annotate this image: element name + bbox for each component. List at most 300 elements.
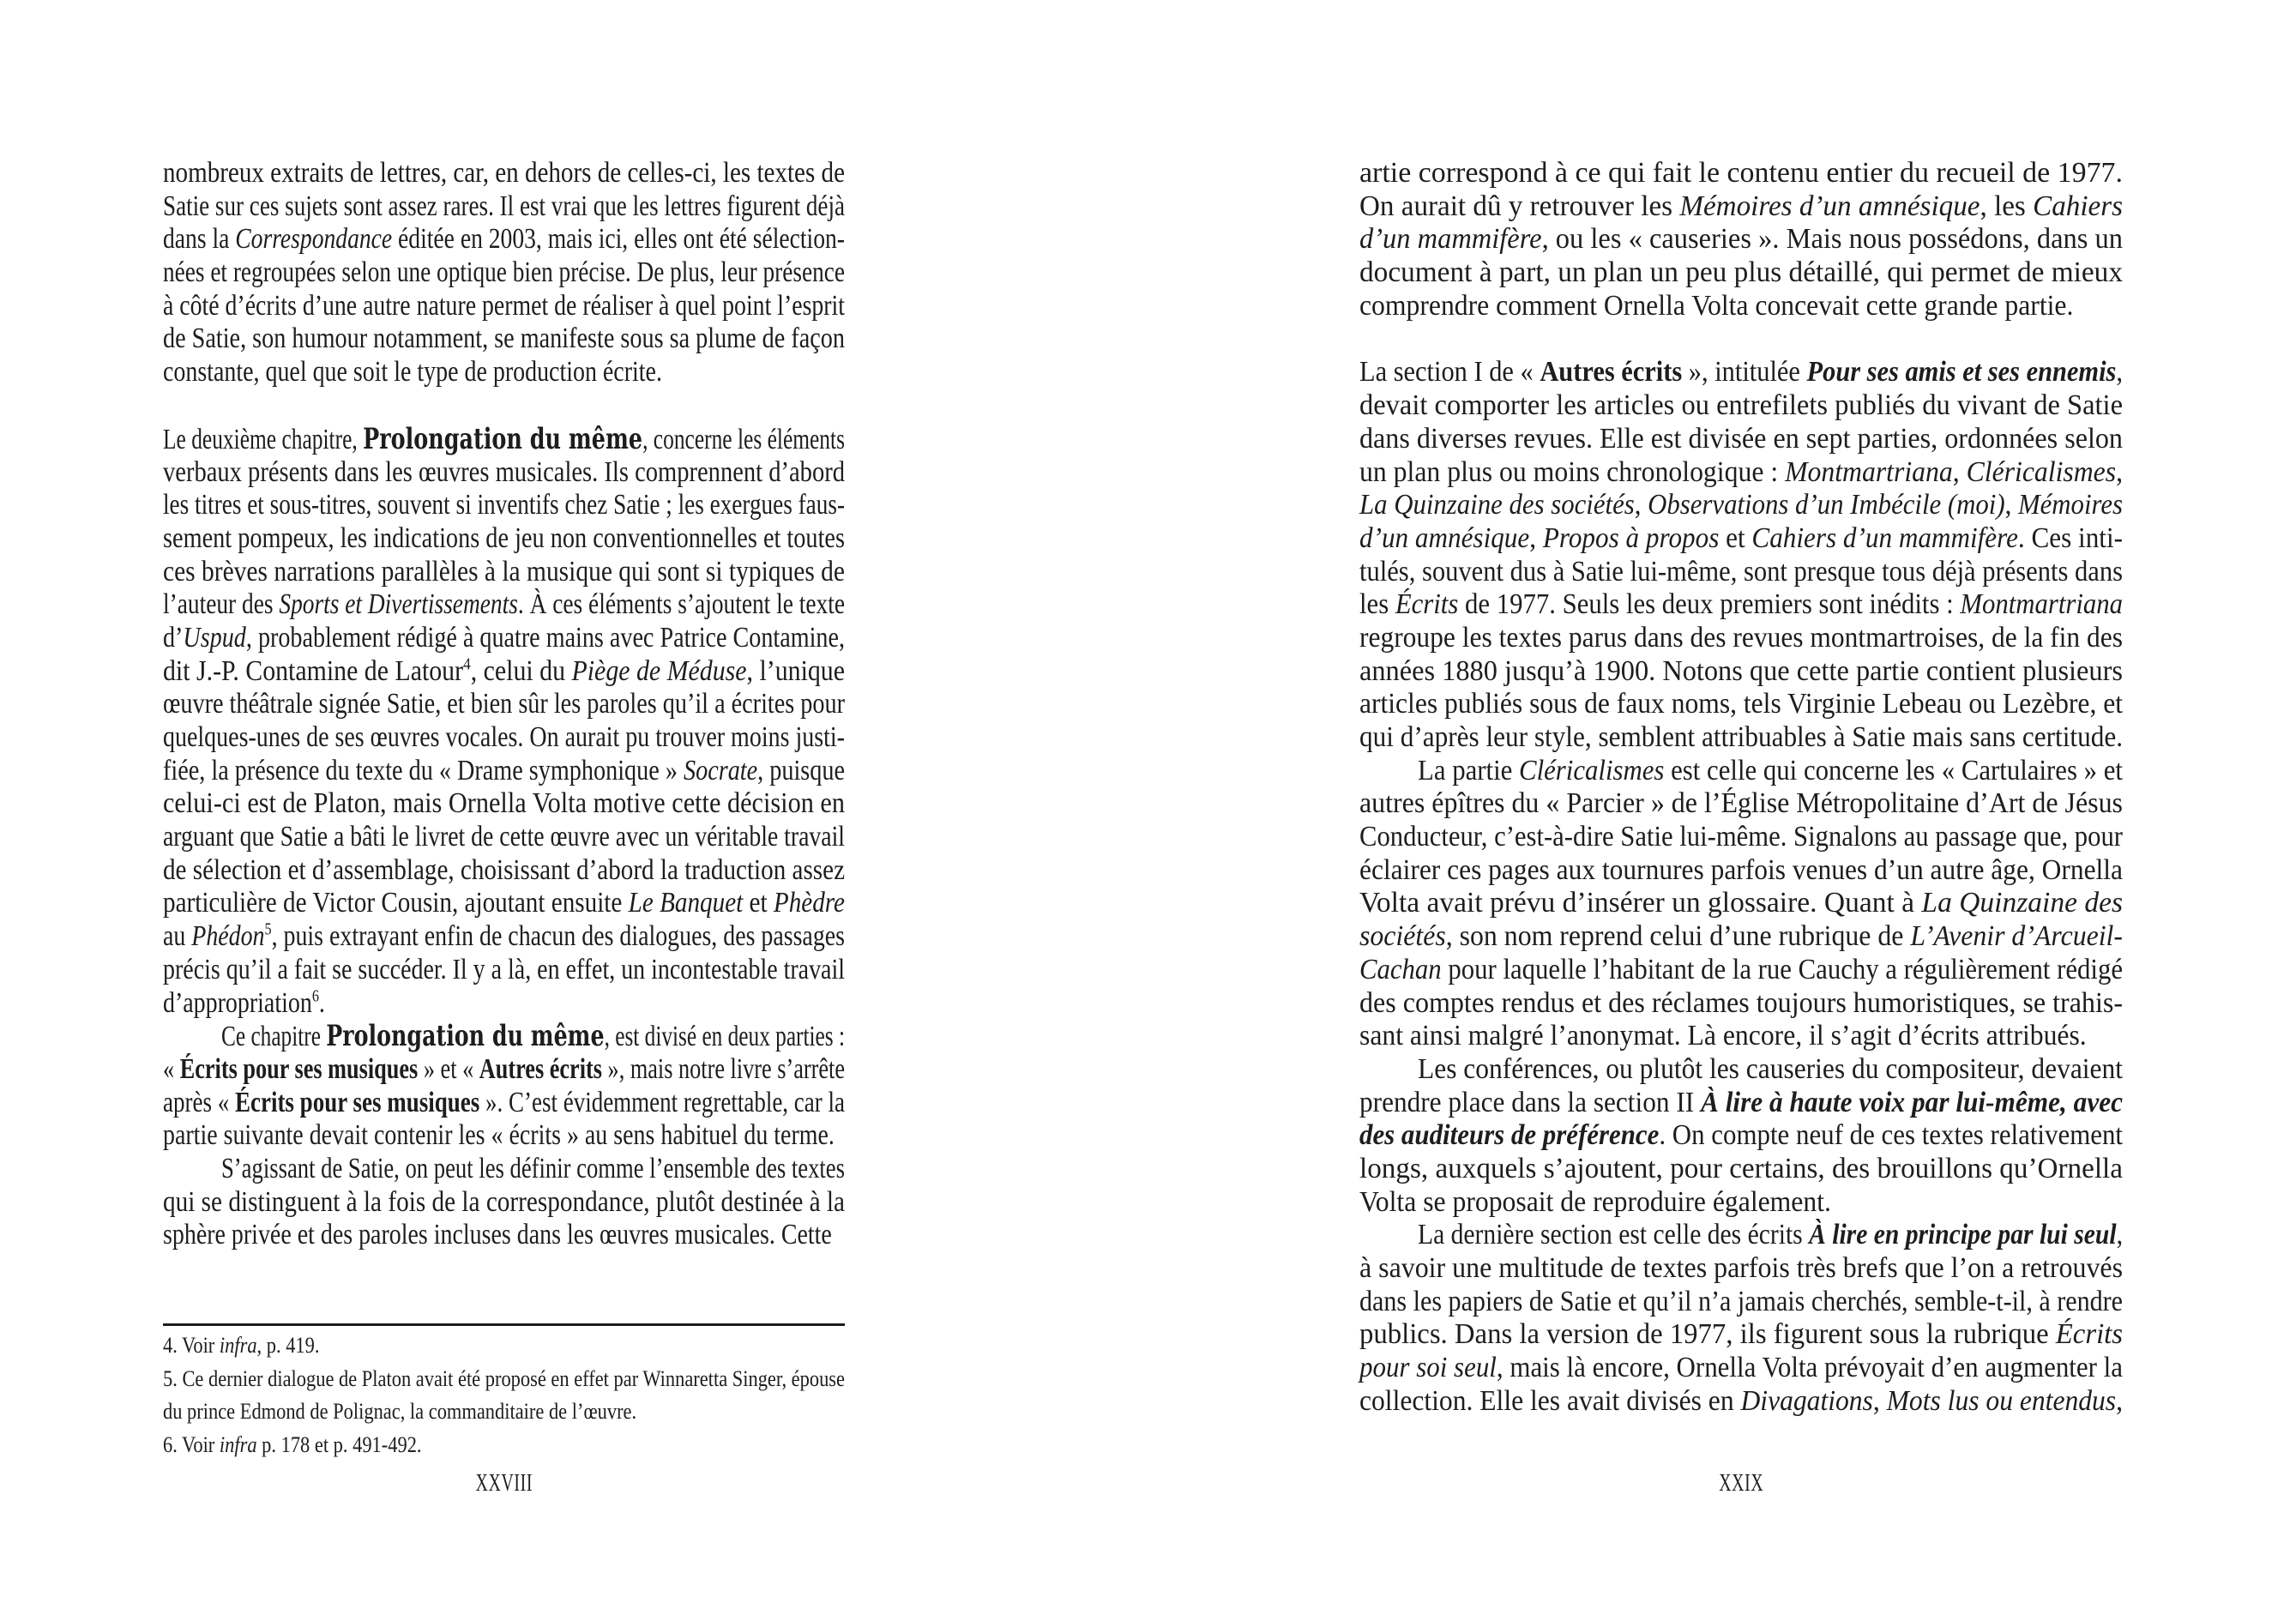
text-segment: années 1880 jusqu’à 1900. Notons que cette partie contient plusieurs — [1359, 654, 2123, 687]
text-segment: Propos à propos — [1542, 521, 1720, 554]
text-line — [163, 821, 845, 854]
text-segment: particulière de Victor Cousin, ajoutant ensuite — [163, 887, 629, 919]
line-content — [163, 1087, 845, 1120]
text-line — [1359, 1286, 2123, 1319]
text-segment: , — [2116, 1384, 2123, 1417]
paragraph — [163, 1020, 845, 1153]
text-segment: qui se distinguent à la fois de la correspondance, plutôt destinée à la — [163, 1185, 845, 1218]
text-segment: tulés, souvent dus à Satie lui-même, sont presque tous déjà présents dans — [1359, 555, 2123, 588]
text-segment: Volta avait prévu d’insérer un glossaire. Quant à — [1359, 887, 1922, 919]
text-line — [163, 423, 845, 456]
text-segment: Écrits pour ses musiques — [234, 1086, 480, 1118]
line-content — [1359, 1318, 2123, 1352]
text-segment: à côté d’écrits d’une autre nature permet de réaliser à quel point l’esprit — [163, 289, 845, 322]
text-line — [163, 1399, 845, 1432]
line-content — [163, 556, 845, 589]
text-segment: infra — [219, 1432, 257, 1458]
text-segment: La section I de « — [1359, 356, 1540, 389]
text-segment: » et « — [418, 1052, 479, 1085]
line-content — [163, 954, 845, 987]
text-line — [1359, 1087, 2123, 1120]
text-segment: Cachan — [1359, 953, 1442, 985]
text-segment: , ou les « causeries ». Mais nous possédons, dans un — [1541, 223, 2123, 256]
text-segment: partie suivante devait contenir les « écrits » au sens habituel du terme. — [163, 1119, 835, 1152]
text-line — [163, 954, 845, 987]
line-content — [163, 887, 845, 920]
line-content — [1359, 190, 2123, 224]
text-segment: La dernière section est celle des écrits — [1418, 1219, 1810, 1251]
text-segment: La Quinzaine des — [1921, 887, 2123, 919]
text-segment: , mais là encore, Ornella Volta prévoyait d’en augmenter la — [1496, 1352, 2123, 1384]
text-segment: des comptes rendus et des réclames toujours humoristiques, se trahis- — [1359, 986, 2123, 1019]
text-segment: sement pompeux, les indications de jeu non conventionnelles et toutes — [163, 521, 845, 554]
line-content — [163, 1399, 636, 1425]
text-line — [1359, 1186, 2123, 1220]
text-segment: Autres écrits — [479, 1052, 602, 1085]
line-content — [163, 821, 845, 854]
text-segment: , — [1872, 1384, 1887, 1417]
text-segment: dit J.-P. Contamine de Latour — [163, 654, 464, 687]
text-segment: , puis extrayant enfin de chacun des dialogues, des passages — [271, 920, 845, 953]
text-segment: Mémoires — [2017, 489, 2123, 521]
line-content — [163, 721, 845, 755]
text-segment: La Quinzaine des sociétés — [1359, 489, 1635, 521]
footnote-separator — [163, 1323, 845, 1326]
text-line — [1359, 456, 2123, 490]
text-segment: , — [2116, 356, 2123, 389]
page-number-right-value: XXIX — [1718, 1469, 1764, 1497]
line-content — [163, 157, 845, 190]
text-segment: de Satie, son humour notamment, se manifeste sous sa plume de façon — [163, 322, 845, 355]
text-line — [163, 1333, 845, 1366]
line-content — [1359, 290, 2073, 323]
text-segment: Prolongation du même — [326, 1019, 605, 1054]
text-line — [1359, 688, 2123, 721]
line-content — [163, 1333, 319, 1359]
line-content — [1359, 1385, 2123, 1419]
line-content — [163, 322, 845, 356]
text-segment: , p. 419. — [256, 1333, 320, 1358]
text-segment: Les conférences, ou plutôt les causeries du compositeur, devaient — [1418, 1052, 2123, 1085]
text-segment: , — [1529, 521, 1543, 554]
text-line — [1359, 655, 2123, 689]
text-segment: . — [318, 986, 325, 1019]
text-line — [163, 522, 845, 556]
text-line — [163, 1186, 845, 1220]
text-segment: Pour ses amis et ses ennemis — [1806, 356, 2117, 389]
text-segment: comprendre comment Ornella Volta concevait cette grande partie. — [1359, 289, 2074, 322]
text-line — [163, 489, 845, 522]
text-segment: Le Banquet — [628, 887, 744, 919]
text-segment: de 1977. Seuls les deux premiers sont inédits : — [1458, 588, 1961, 621]
page-number-left-value: XXVIII — [475, 1469, 533, 1497]
line-content — [163, 522, 845, 556]
text-segment: sociétés — [1359, 920, 1446, 953]
left-page-text-column — [163, 157, 845, 1252]
text-line — [163, 1053, 845, 1087]
text-line — [1359, 787, 2123, 821]
text-line — [163, 588, 845, 622]
line-content — [1359, 1252, 2123, 1286]
text-line — [163, 256, 845, 290]
line-content — [221, 1153, 845, 1186]
text-segment: prendre place dans la section II — [1359, 1086, 1701, 1118]
text-line — [1359, 588, 2123, 622]
line-content — [1359, 522, 2123, 556]
right-page-text-column — [1359, 157, 2123, 1418]
line-content — [1359, 356, 2123, 389]
line-content — [1359, 256, 2123, 290]
text-segment: À lire à haute voix par lui-même, avec — [1700, 1086, 2123, 1118]
line-content — [1418, 755, 2123, 788]
text-segment: au — [163, 920, 192, 953]
text-segment: précis qu’il a fait se succéder. Il y a là, en effet, un incontestable travail — [163, 953, 845, 985]
footnote-reference: 6 — [311, 986, 319, 1006]
text-segment: Cléricalismes — [1966, 455, 2117, 488]
text-line — [1359, 1352, 2123, 1385]
line-content — [1359, 954, 2123, 987]
text-segment: pour laquelle l’habitant de la rue Cauchy a régulièrement rédigé — [1441, 953, 2123, 985]
text-segment: des auditeurs de préférence — [1359, 1119, 1660, 1152]
line-content — [163, 1219, 832, 1252]
line-content — [1359, 1286, 2123, 1319]
text-segment: Autres écrits — [1540, 356, 1683, 389]
paragraph — [163, 157, 845, 389]
text-segment: celui-ci est de Platon, mais Ornella Volta motive cette décision en — [163, 787, 845, 820]
text-segment: autres épîtres du « Parcier » de l’Église Métropolitaine d’Art de Jésus — [1359, 787, 2123, 820]
text-line — [1359, 157, 2123, 190]
text-segment: Le deuxième chapitre, — [163, 423, 364, 455]
line-content — [1359, 223, 2123, 256]
text-segment: , celui du — [470, 654, 572, 687]
text-segment: éditée en 2003, mais ici, elles ont été sélection- — [392, 223, 845, 256]
text-segment: Socrate — [683, 754, 758, 786]
text-segment: . À ces éléments s’ajoutent le texte — [517, 588, 845, 621]
line-content — [1359, 854, 2123, 888]
text-line — [1359, 423, 2123, 456]
text-segment: Phèdre — [773, 887, 845, 919]
text-segment: quelques-unes de ses œuvres vocales. On aurait pu trouver moins justi- — [163, 721, 845, 753]
text-segment: , — [2116, 1219, 2123, 1251]
text-segment: d’appropriation — [163, 986, 312, 1019]
text-segment: sant ainsi malgré l’anonymat. Là encore, il s’agit d’écrits attribués. — [1359, 1020, 2087, 1052]
text-segment: , l’unique — [746, 654, 845, 687]
line-content — [163, 256, 845, 290]
text-segment: infra — [219, 1333, 257, 1358]
text-line — [1359, 1153, 2123, 1186]
text-line — [163, 622, 845, 655]
text-segment: Écrits — [2055, 1318, 2123, 1351]
text-segment: les titres et sous-titres, souvent si inventifs chez Satie ; les exergues faus- — [163, 489, 845, 521]
text-line — [1359, 223, 2123, 256]
text-line — [163, 223, 845, 256]
text-segment: Mémoires d’un amnésique — [1679, 190, 1980, 222]
text-line — [163, 887, 845, 920]
line-content — [1359, 887, 2123, 920]
text-segment: Écrits — [1395, 588, 1459, 621]
text-segment: 4. Voir — [163, 1333, 220, 1358]
text-line — [163, 322, 845, 356]
line-content — [163, 356, 662, 389]
line-content — [163, 290, 845, 323]
text-segment: artie correspond à ce qui fait le contenu entier du recueil de 1977. — [1359, 157, 2123, 189]
text-segment: verbaux présents dans les œuvres musicales. Ils comprennent d’abord — [163, 455, 845, 488]
text-segment: constante, quel que soit le type de production écrite. — [163, 356, 662, 389]
text-segment: d’un mammifère — [1359, 223, 1542, 256]
line-content — [163, 190, 845, 224]
line-content — [1359, 456, 2123, 490]
text-line — [1359, 854, 2123, 888]
text-segment: Conducteur, c’est-à-dire Satie lui-même. Signalons au passage que, pour — [1359, 821, 2123, 853]
text-segment: dans les papiers de Satie et qu’il n’a jamais cherchés, semble-t-il, à rendre — [1359, 1285, 2123, 1317]
text-line — [163, 755, 845, 788]
text-line — [1359, 1219, 2123, 1252]
text-line — [1359, 954, 2123, 987]
line-content — [1359, 987, 2123, 1021]
line-content — [1359, 821, 2123, 854]
line-content — [221, 1020, 845, 1054]
text-segment: Uspud — [183, 621, 246, 654]
text-segment: Écrits pour ses musiques — [179, 1052, 419, 1085]
line-content — [163, 688, 845, 721]
text-segment: , est divisé en deux parties : — [604, 1021, 845, 1053]
text-line — [1359, 821, 2123, 854]
line-content — [1359, 1186, 1831, 1220]
text-line — [1359, 622, 2123, 655]
text-segment: œuvre théâtrale signée Satie, et bien sûr les paroles qu’il a écrites pour — [163, 688, 845, 720]
line-content — [163, 987, 325, 1021]
text-segment: nées et regroupées selon une optique bien précise. De plus, leur présence — [163, 256, 845, 289]
paragraph — [1359, 356, 2123, 754]
line-content — [1359, 1087, 2123, 1120]
line-content — [163, 489, 845, 522]
text-segment: , puisque — [757, 754, 845, 786]
line-content — [163, 223, 845, 256]
line-content — [163, 1366, 845, 1392]
text-segment: à savoir une multitude de textes parfois très brefs que l’on a retrouvés — [1359, 1252, 2123, 1284]
text-segment: Ce chapitre — [221, 1021, 327, 1053]
text-segment: après « — [163, 1086, 235, 1118]
line-content — [163, 1432, 422, 1458]
text-line — [163, 556, 845, 589]
text-line — [1359, 256, 2123, 290]
line-content — [163, 655, 845, 689]
line-content — [1359, 423, 2123, 456]
text-line — [163, 1219, 845, 1252]
text-segment: devait comporter les articles ou entrefilets publiés du vivant de Satie — [1359, 389, 2123, 422]
text-line — [163, 1153, 845, 1186]
text-segment: et — [743, 887, 774, 919]
text-line — [1359, 755, 2123, 788]
text-segment: ». C’est évidemment regrettable, car la — [479, 1086, 845, 1118]
line-content — [1359, 688, 2123, 721]
text-line — [1359, 1119, 2123, 1153]
line-content — [1359, 1153, 2123, 1186]
text-line — [163, 987, 845, 1021]
text-line — [1359, 522, 2123, 556]
text-segment: Cahiers d’un mammifère — [1751, 521, 2018, 554]
paragraph — [1359, 157, 2123, 322]
page-number-right — [1359, 1469, 2123, 1497]
line-content — [1359, 787, 2123, 821]
text-line — [1359, 389, 2123, 423]
text-segment: les — [1359, 588, 1395, 621]
text-line — [1359, 1318, 2123, 1352]
text-segment: ces brèves narrations parallèles à la musique qui sont si typiques de — [163, 555, 845, 588]
line-content — [1359, 1352, 2123, 1385]
paragraph — [163, 1153, 845, 1252]
line-content — [1359, 920, 2123, 954]
text-line — [163, 1087, 845, 1120]
text-line — [163, 356, 845, 389]
line-content — [163, 854, 845, 888]
text-segment: Mots lus ou entendus — [1886, 1384, 2117, 1417]
text-line — [163, 1020, 845, 1053]
text-segment: un plan plus ou moins chronologique : — [1359, 455, 1786, 488]
text-segment: Montmartriana — [1785, 455, 1953, 488]
text-line — [163, 721, 845, 755]
footnote-reference: 5 — [264, 919, 272, 939]
line-content — [163, 423, 845, 457]
text-segment: S’agissant de Satie, on peut les définir comme l’ensemble des textes — [221, 1152, 845, 1184]
text-segment: dans la — [163, 223, 236, 256]
paragraph — [163, 1366, 845, 1432]
text-segment: Phédon — [191, 920, 265, 953]
text-segment: Volta se proposait de reproduire également. — [1359, 1185, 1831, 1218]
text-segment: document à part, un plan un peu plus détaillé, qui permet de mieux — [1359, 256, 2123, 289]
line-content — [163, 622, 845, 655]
text-segment: », mais notre livre s’arrête — [601, 1052, 845, 1085]
paragraph — [163, 1432, 845, 1466]
text-segment: de sélection et d’assemblage, choisissant d’abord la traduction assez — [163, 853, 845, 886]
paragraph — [1359, 755, 2123, 1053]
text-segment: d’ — [163, 621, 184, 654]
text-segment: . On compte neuf de ces textes relativement — [1659, 1119, 2123, 1152]
paragraph — [163, 1333, 845, 1366]
line-content — [1359, 622, 2123, 655]
text-segment: », intitulée — [1682, 356, 1807, 389]
text-segment: Piège de Méduse — [571, 654, 747, 687]
paragraph — [1359, 1219, 2123, 1418]
text-line — [163, 1119, 845, 1153]
line-content — [163, 1053, 845, 1087]
text-segment: arguant que Satie a bâti le livret de cette œuvre avec un véritable travail — [163, 821, 845, 853]
text-segment: À lire en principe par lui seul — [1809, 1219, 2117, 1251]
text-line — [1359, 190, 2123, 224]
text-segment: Satie sur ces sujets sont assez rares. Il est vrai que les lettres figurent déjà — [163, 190, 845, 222]
text-line — [163, 190, 845, 224]
left-page-footnotes — [163, 1323, 845, 1466]
text-segment: Prolongation du même — [363, 421, 643, 456]
line-content — [163, 588, 845, 622]
text-line — [1359, 1020, 2123, 1053]
text-segment: éclairer ces pages aux tournures parfois venues d’un autre âge, Ornella — [1359, 853, 2123, 886]
text-segment: « — [163, 1052, 180, 1085]
text-segment: Cléricalismes — [1519, 754, 1665, 786]
text-line — [163, 655, 845, 689]
line-content — [163, 1186, 845, 1220]
line-content — [1418, 1219, 2123, 1252]
line-content — [1359, 721, 2123, 755]
text-line — [163, 1366, 845, 1400]
text-line — [1359, 489, 2123, 522]
text-segment: , — [1634, 489, 1648, 521]
text-segment: Sports et Divertissements — [279, 588, 518, 621]
text-segment: d’un amnésique — [1359, 521, 1530, 554]
line-content — [1359, 655, 2123, 689]
line-content — [1359, 1020, 2087, 1053]
text-line — [163, 1432, 845, 1466]
text-line — [1359, 356, 2123, 389]
line-content — [1359, 157, 2123, 190]
text-segment: longs, auxquels s’ajoutent, pour certains, des brouillons qu’Ornella — [1359, 1152, 2123, 1184]
text-segment: , probablement rédigé à quatre mains avec Patrice Contamine, — [245, 621, 845, 654]
text-segment: Cahiers — [2033, 190, 2123, 222]
text-segment: , les — [1980, 190, 2034, 222]
line-content — [1359, 389, 2123, 423]
text-line — [163, 688, 845, 721]
line-content — [163, 755, 845, 788]
text-segment: Montmartriana — [1960, 588, 2123, 621]
text-segment: qui d’après leur style, semblent attribuables à Satie mais sans certitude. — [1359, 721, 2123, 753]
text-line — [163, 854, 845, 888]
line-content — [163, 456, 845, 490]
paragraph — [1359, 1053, 2123, 1219]
text-line — [1359, 987, 2123, 1021]
line-content — [1418, 1053, 2123, 1087]
text-segment: sphère privée et des paroles incluses dans les œuvres musicales. Cette — [163, 1219, 832, 1251]
text-segment: est celle qui concerne les « Cartulaires » et — [1664, 754, 2123, 786]
text-segment: dans diverses revues. Elle est divisée en sept parties, ordonnées selon — [1359, 422, 2123, 455]
line-content — [163, 920, 845, 954]
line-content — [163, 787, 845, 821]
line-content — [1359, 556, 2123, 589]
text-line — [1359, 556, 2123, 589]
text-segment: , — [1952, 455, 1967, 488]
text-segment: pour soi seul — [1359, 1352, 1497, 1384]
text-segment: articles publiés sous de faux noms, tels Virginie Lebeau ou Lezèbre, et — [1359, 688, 2123, 720]
text-segment: 6. Voir — [163, 1432, 220, 1458]
text-line — [1359, 1053, 2123, 1087]
text-line — [163, 157, 845, 190]
text-segment: L’Avenir d’Arcueil- — [1910, 920, 2123, 953]
text-line — [1359, 920, 2123, 954]
text-segment: On aurait dû y retrouver les — [1359, 190, 1680, 222]
text-line — [163, 456, 845, 490]
text-segment: Divagations — [1740, 1384, 1873, 1417]
text-segment: et — [1719, 521, 1752, 554]
text-line — [1359, 887, 2123, 920]
footnote-reference: 4 — [463, 654, 471, 674]
paragraph — [163, 423, 845, 1020]
page-number-left — [163, 1469, 845, 1497]
text-segment: nombreux extraits de lettres, car, en dehors de celles-ci, les textes de — [163, 157, 845, 189]
text-segment: p. 178 et p. 491-492. — [256, 1432, 422, 1458]
text-segment: regroupe les textes parus dans des revues montmartroises, de la fin des — [1359, 621, 2123, 654]
text-segment: , — [2116, 455, 2123, 488]
text-segment: La partie — [1418, 754, 1520, 786]
text-segment: l’auteur des — [163, 588, 280, 621]
text-line — [163, 787, 845, 821]
text-segment: du prince Edmond de Polignac, la commanditaire de l’œuvre. — [163, 1399, 637, 1425]
text-segment: , son nom reprend celui d’une rubrique de — [1445, 920, 1911, 953]
text-line — [1359, 1252, 2123, 1286]
line-content — [163, 1119, 835, 1153]
text-segment: publics. Dans la version de 1977, ils figurent sous la rubrique — [1359, 1318, 2056, 1351]
text-line — [1359, 1385, 2123, 1419]
text-line — [1359, 290, 2123, 323]
text-segment: collection. Elle les avait divisés en — [1359, 1384, 1741, 1417]
